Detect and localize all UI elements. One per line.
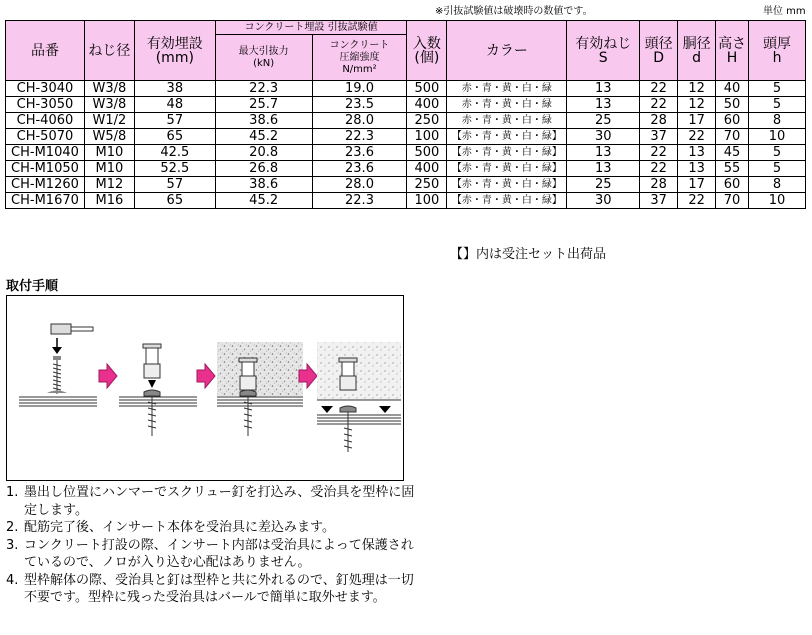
cell-thread: W3/8 <box>84 97 134 113</box>
cell-s: 13 <box>567 161 640 177</box>
cell-s: 13 <box>567 81 640 97</box>
header-color: カラー <box>447 21 567 81</box>
cell-embed: 48 <box>134 97 215 113</box>
down-arrow-icon <box>148 380 156 388</box>
cell-qty: 250 <box>407 113 447 129</box>
cell-d-body: 13 <box>678 161 716 177</box>
cell-color: 【赤・青・黄・白・緑】 <box>447 129 567 145</box>
cell-h-thick: 8 <box>749 113 806 129</box>
cell-color: 【赤・青・黄・白・緑】 <box>447 145 567 161</box>
cell-s: 30 <box>567 129 640 145</box>
cell-d-body: 12 <box>678 97 716 113</box>
cell-qty: 100 <box>407 129 447 145</box>
table-row <box>6 129 806 145</box>
installation-diagram-svg <box>7 296 403 480</box>
header-qty: 入数 (個) <box>407 21 447 81</box>
cell-strength: 23.6 <box>312 161 407 177</box>
cell-h-height: 50 <box>716 97 749 113</box>
cell-strength: 19.0 <box>312 81 407 97</box>
unit-note: 単位 mm <box>763 6 806 17</box>
arrow-right-icon-2 <box>197 364 215 388</box>
cell-pull: 45.2 <box>215 129 312 145</box>
cell-color: 赤・青・黄・白・緑 <box>447 113 567 129</box>
cell-part: CH-M1050 <box>6 161 85 177</box>
cell-strength: 22.3 <box>312 193 407 209</box>
cell-d-head: 28 <box>640 177 678 193</box>
list-item: 1. 墨出し位置にハンマーでスクリュー釘を打込み、受治具を型枠に固定します。 <box>6 485 415 518</box>
notes-bar <box>0 2 812 16</box>
cell-d-head: 28 <box>640 113 678 129</box>
cell-qty: 400 <box>407 97 447 113</box>
cell-part: CH-M1260 <box>6 177 85 193</box>
cell-h-thick: 5 <box>749 161 806 177</box>
step3-figure <box>217 342 303 436</box>
formwork <box>217 397 303 406</box>
cell-part: CH-M1670 <box>6 193 85 209</box>
header-height: 高さ H <box>716 21 749 81</box>
cell-part: CH-3050 <box>6 97 85 113</box>
cell-qty: 400 <box>407 161 447 177</box>
cell-s: 13 <box>567 97 640 113</box>
table-row <box>6 113 806 129</box>
cell-strength: 22.3 <box>312 129 407 145</box>
table-row <box>6 97 806 113</box>
cell-thread: M10 <box>84 145 134 161</box>
installation-steps <box>6 484 416 607</box>
cell-color: 【赤・青・黄・白・緑】 <box>447 193 567 209</box>
installation-diagram <box>6 295 404 481</box>
concrete <box>217 342 303 396</box>
step2-figure <box>119 344 197 436</box>
cell-d-body: 13 <box>678 145 716 161</box>
header-part-no: 品番 <box>6 21 85 81</box>
concrete <box>317 342 401 400</box>
header-thread: ねじ径 <box>84 21 134 81</box>
header-head-thick: 頭厚 h <box>749 21 806 81</box>
header-strength: コンクリート 圧縮強度 N/mm² <box>312 35 407 81</box>
cell-d-body: 22 <box>678 193 716 209</box>
cell-h-height: 55 <box>716 161 749 177</box>
cell-pull: 38.6 <box>215 177 312 193</box>
cell-h-thick: 10 <box>749 129 806 145</box>
header-test-group: コンクリート埋設 引抜試験値 <box>215 21 407 35</box>
cell-d-head: 22 <box>640 81 678 97</box>
cell-strength: 28.0 <box>312 113 407 129</box>
cell-pull: 45.2 <box>215 193 312 209</box>
cell-h-height: 60 <box>716 177 749 193</box>
cell-embed: 57 <box>134 177 215 193</box>
cell-part: CH-4060 <box>6 113 85 129</box>
cell-s: 30 <box>567 193 640 209</box>
formwork <box>317 415 401 424</box>
table-row <box>6 193 806 209</box>
cell-thread: W1/2 <box>84 113 134 129</box>
cell-d-body: 12 <box>678 81 716 97</box>
cell-h-thick: 10 <box>749 193 806 209</box>
formwork <box>119 397 197 406</box>
cell-color: 赤・青・黄・白・緑 <box>447 97 567 113</box>
cell-qty: 500 <box>407 81 447 97</box>
cell-embed: 57 <box>134 113 215 129</box>
list-item: 4. 型枠解体の際、受治具と釘は型枠と共に外れるので、釘処理は一切不要です。型枠に残った受治具はバールで簡単に取外せます。 <box>6 572 414 605</box>
cell-thread: W3/8 <box>84 81 134 97</box>
cell-embed: 52.5 <box>134 161 215 177</box>
cell-h-thick: 5 <box>749 145 806 161</box>
hammer-icon <box>51 324 93 334</box>
cell-pull: 25.7 <box>215 97 312 113</box>
cell-d-body: 22 <box>678 129 716 145</box>
cell-embed: 42.5 <box>134 145 215 161</box>
cell-pull: 22.3 <box>215 81 312 97</box>
cell-embed: 65 <box>134 193 215 209</box>
cell-h-thick: 5 <box>749 97 806 113</box>
cell-embed: 38 <box>134 81 215 97</box>
nail-icon <box>53 360 61 394</box>
header-max-pull: 最大引抜力 (kN) <box>215 35 312 81</box>
cell-thread: W5/8 <box>84 129 134 145</box>
cell-color: 赤・青・黄・白・緑 <box>447 81 567 97</box>
cell-qty: 250 <box>407 177 447 193</box>
step4-figure <box>317 342 401 452</box>
cell-thread: M12 <box>84 177 134 193</box>
cell-s: 25 <box>567 177 640 193</box>
insert-icon <box>143 344 161 378</box>
section-title: 取付手順 <box>6 279 59 294</box>
cell-part: CH-5070 <box>6 129 85 145</box>
down-arrow-icon <box>52 338 62 354</box>
table-row <box>6 145 806 161</box>
cell-h-height: 70 <box>716 193 749 209</box>
cell-embed: 65 <box>134 129 215 145</box>
cell-d-body: 17 <box>678 177 716 193</box>
header-embed-depth: 有効埋設 (mm) <box>134 21 215 81</box>
spec-table <box>5 20 806 209</box>
cell-h-height: 40 <box>716 81 749 97</box>
cell-h-thick: 8 <box>749 177 806 193</box>
cell-d-head: 22 <box>640 145 678 161</box>
header-body-dia: 胴径 d <box>678 21 716 81</box>
cell-s: 25 <box>567 113 640 129</box>
cell-h-height: 70 <box>716 129 749 145</box>
cell-s: 13 <box>567 145 640 161</box>
cell-thread: M16 <box>84 193 134 209</box>
cell-strength: 23.5 <box>312 97 407 113</box>
table-row <box>6 177 806 193</box>
cell-color: 【赤・青・黄・白・緑】 <box>447 161 567 177</box>
cell-pull: 38.6 <box>215 113 312 129</box>
formwork <box>19 397 97 406</box>
cell-d-head: 22 <box>640 97 678 113</box>
cell-strength: 28.0 <box>312 177 407 193</box>
cell-qty: 500 <box>407 145 447 161</box>
cell-thread: M10 <box>84 161 134 177</box>
cell-pull: 20.8 <box>215 145 312 161</box>
header-head-dia: 頭径 D <box>640 21 678 81</box>
cell-qty: 100 <box>407 193 447 209</box>
cell-d-head: 22 <box>640 161 678 177</box>
table-row <box>6 81 806 97</box>
cell-part: CH-3040 <box>6 81 85 97</box>
list-item: 3. コンクリート打設の際、インサート内部は受治具によって保護されているので、ノロが入り込む心配はありません。 <box>6 537 414 570</box>
order-note: 【】内は受注セット出荷品 <box>450 247 607 262</box>
cell-color: 【赤・青・黄・白・緑】 <box>447 177 567 193</box>
test-note: ※引抜試験値は破壊時の数値です。 <box>435 6 593 17</box>
arrow-right-icon-1 <box>99 364 117 388</box>
cell-d-head: 37 <box>640 129 678 145</box>
table-row <box>6 161 806 177</box>
cell-pull: 26.8 <box>215 161 312 177</box>
cell-h-height: 60 <box>716 113 749 129</box>
list-item: 2. 配筋完了後、インサート本体を受治具に差込みます。 <box>6 520 335 535</box>
header-eff-thread: 有効ねじ S <box>567 21 640 81</box>
step1-figure <box>19 324 97 406</box>
cell-d-body: 17 <box>678 113 716 129</box>
cell-d-head: 37 <box>640 193 678 209</box>
cell-part: CH-M1040 <box>6 145 85 161</box>
cell-strength: 23.6 <box>312 145 407 161</box>
cell-h-thick: 5 <box>749 81 806 97</box>
cell-h-height: 45 <box>716 145 749 161</box>
